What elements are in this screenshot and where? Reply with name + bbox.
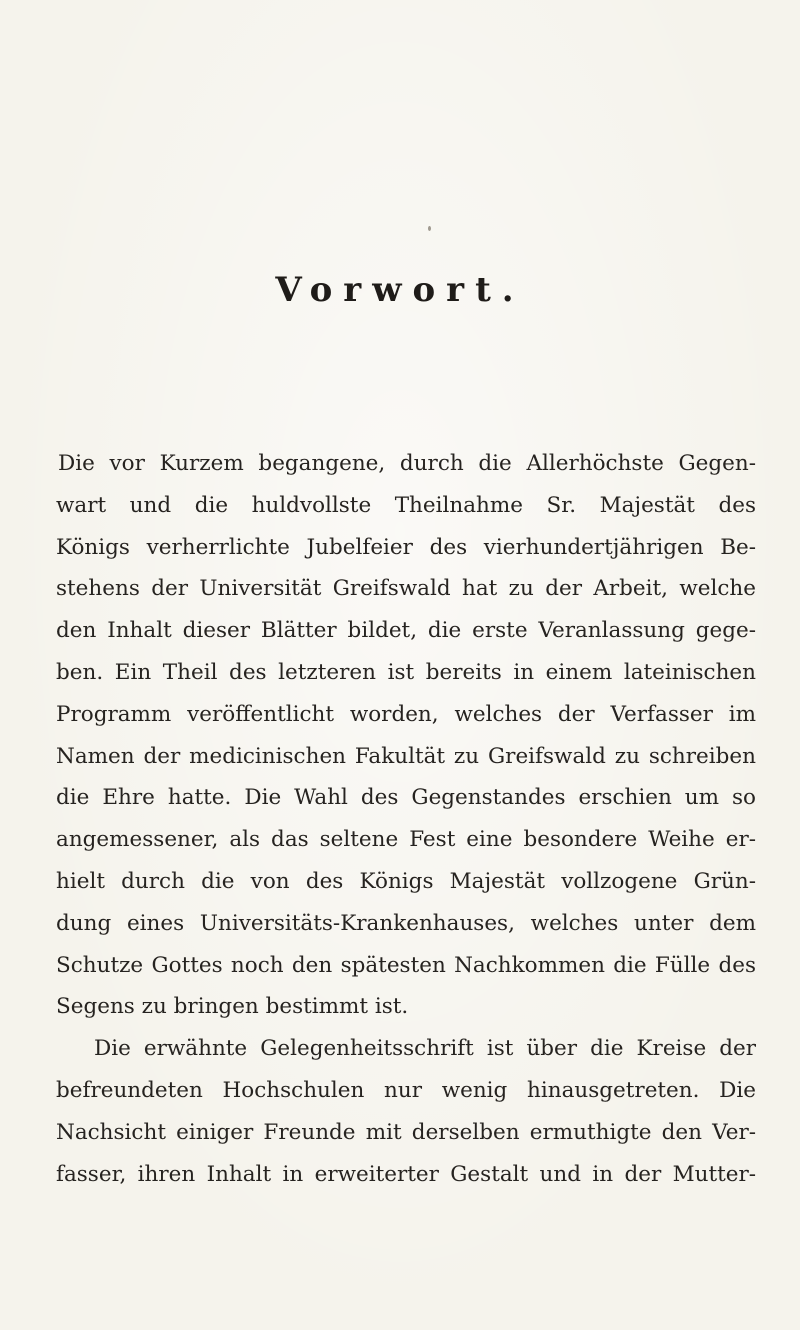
text-line: wart und die huldvollste Theilnahme Sr. Majestät des [56, 492, 756, 518]
text-line: ben. Ein Theil des letzteren ist bereits in einem lateinischen [56, 659, 756, 685]
text-line: Nachsicht einiger Freunde mit derselben ermuthigte den Ver- [56, 1119, 756, 1145]
text-line: hielt durch die von des Königs Majestät vollzogene Grün- [56, 868, 756, 894]
text-line: die Ehre hatte. Die Wahl des Gegenstandes erschien um so [56, 785, 756, 811]
text-line: Die vor Kurzem begangene, durch die Allerhöchste Gegen- [58, 451, 756, 476]
text-line: Schutze Gottes noch den spätesten Nachkommen die Fülle des [56, 952, 756, 978]
text-line: Namen der medicinischen Fakultät zu Greifswald zu schreiben [56, 743, 756, 769]
text-line: den Inhalt dieser Blätter bildet, die erste Veranlassung gege- [56, 618, 756, 644]
text-line: angemessener, als das seltene Fest eine besondere Weihe er- [56, 827, 756, 853]
text-line: Königs verherrlichte Jubelfeier des vierhundertjährigen Be- [56, 534, 756, 560]
page-title: Vorwort. [275, 270, 525, 310]
text-line: Die erwähnte Gelegenheitsschrift ist über die Kreise der [94, 1036, 756, 1062]
text-line: fasser, ihren Inhalt in erweiterter Gestalt und in der Mutter- [56, 1161, 756, 1187]
text-line: dung eines Universitäts-Krankenhauses, welches unter dem [56, 910, 756, 936]
text-line: Programm veröffentlicht worden, welches der Verfasser im [56, 701, 756, 727]
text-line: stehens der Universität Greifswald hat zu der Arbeit, welche [56, 576, 756, 602]
text-line: Segens zu bringen bestimmt ist. [56, 994, 409, 1020]
body-text [56, 443, 756, 1195]
paper-speck [428, 226, 431, 231]
text-line: befreundeten Hochschulen nur wenig hinausgetreten. Die [56, 1077, 756, 1103]
